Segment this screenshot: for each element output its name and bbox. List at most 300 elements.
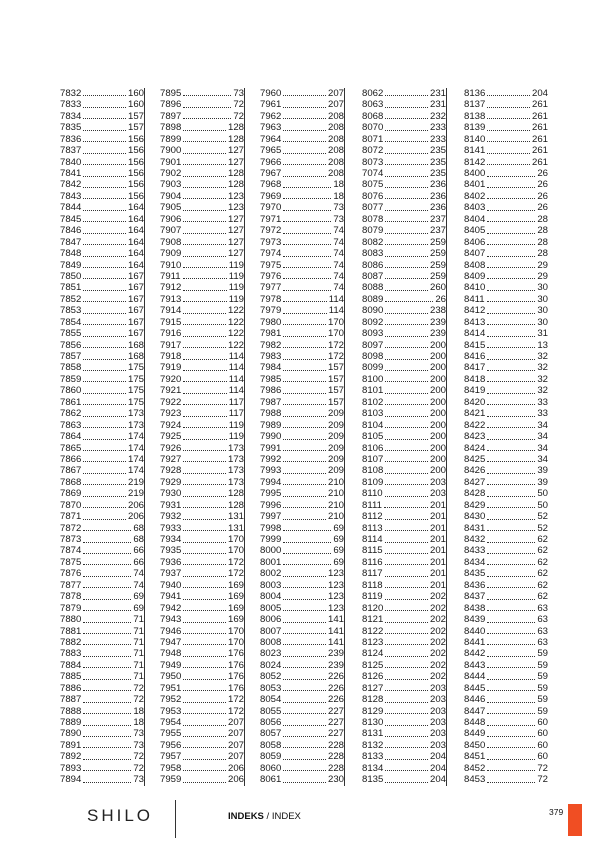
dot-leader xyxy=(283,496,326,497)
product-code: 7910 xyxy=(160,259,182,271)
index-entry xyxy=(60,694,144,705)
index-entry xyxy=(362,637,446,648)
dot-leader xyxy=(83,622,131,623)
dot-leader xyxy=(83,233,126,234)
page-reference: 62 xyxy=(537,545,548,557)
dot-leader xyxy=(283,484,326,485)
page-reference: 28 xyxy=(537,236,548,248)
index-entry xyxy=(60,385,144,396)
dot-leader xyxy=(83,736,131,737)
index-column xyxy=(464,88,548,786)
index-entry xyxy=(60,568,144,579)
index-entry xyxy=(160,363,244,374)
index-entry xyxy=(60,580,144,591)
index-entry xyxy=(160,763,244,774)
dot-leader xyxy=(487,313,535,314)
product-code: 8120 xyxy=(362,602,384,614)
product-code: 7922 xyxy=(160,396,182,408)
dot-leader xyxy=(83,484,126,485)
index-entry xyxy=(160,260,244,271)
dot-leader xyxy=(283,233,331,234)
product-code: 7918 xyxy=(160,351,182,363)
index-entry xyxy=(260,225,344,236)
product-code: 7911 xyxy=(160,270,181,282)
index-entry xyxy=(60,328,144,339)
index-entry xyxy=(260,145,344,156)
page-reference: 59 xyxy=(537,682,548,694)
product-code: 8055 xyxy=(260,705,282,717)
index-entry xyxy=(260,488,344,499)
page-reference: 28 xyxy=(537,213,548,225)
dot-leader xyxy=(487,473,535,474)
dot-leader xyxy=(183,107,231,108)
index-entry xyxy=(362,694,446,705)
product-code: 8453 xyxy=(464,774,486,786)
page-reference: 209 xyxy=(327,453,344,465)
index-entry xyxy=(362,145,446,156)
page-reference: 201 xyxy=(429,568,446,580)
index-entry xyxy=(160,683,244,694)
product-code: 7920 xyxy=(160,373,182,385)
dot-leader xyxy=(83,610,131,611)
brand-logo: SHILO xyxy=(87,806,154,825)
index-entry xyxy=(464,557,548,568)
dot-leader xyxy=(283,427,326,428)
dot-leader xyxy=(385,473,428,474)
page-reference: 123 xyxy=(327,591,344,603)
product-code: 7967 xyxy=(260,168,282,180)
page-reference: 261 xyxy=(531,145,548,157)
dot-leader xyxy=(487,244,535,245)
dot-leader xyxy=(183,176,226,177)
product-code: 7847 xyxy=(60,236,82,248)
page-reference: 167 xyxy=(127,328,144,340)
index-entry xyxy=(260,580,344,591)
product-code: 7947 xyxy=(160,636,182,648)
index-entry xyxy=(362,134,446,145)
page-reference: 73 xyxy=(133,774,144,786)
page-reference: 71 xyxy=(133,625,144,637)
page-reference: 202 xyxy=(429,659,446,671)
index-entry xyxy=(464,694,548,705)
page-reference: 202 xyxy=(429,648,446,660)
dot-leader xyxy=(183,587,226,588)
page-reference: 208 xyxy=(327,168,344,180)
page-reference: 73 xyxy=(133,728,144,740)
index-entry xyxy=(464,134,548,145)
page-reference: 28 xyxy=(537,225,548,237)
page-reference: 74 xyxy=(333,225,344,237)
dot-leader xyxy=(83,667,131,668)
page-reference: 156 xyxy=(127,145,144,157)
dot-leader xyxy=(183,450,226,451)
index-entry xyxy=(464,729,548,740)
product-code: 7919 xyxy=(160,362,182,374)
dot-leader xyxy=(385,690,428,691)
index-entry xyxy=(464,740,548,751)
page-reference: 119 xyxy=(228,282,244,294)
product-code: 8024 xyxy=(260,659,282,671)
product-code: 8420 xyxy=(464,396,486,408)
index-entry xyxy=(362,614,446,625)
page-reference: 74 xyxy=(333,248,344,260)
dot-leader xyxy=(283,153,326,154)
product-code: 7850 xyxy=(60,270,82,282)
page-reference: 176 xyxy=(227,659,244,671)
dot-leader xyxy=(385,107,428,108)
index-entry xyxy=(260,729,344,740)
index-entry xyxy=(362,603,446,614)
product-code: 7860 xyxy=(60,385,82,397)
dot-leader xyxy=(487,233,535,234)
page-reference: 34 xyxy=(537,453,548,465)
dot-leader xyxy=(183,747,226,748)
page-reference: 164 xyxy=(127,236,144,248)
product-code: 8128 xyxy=(362,694,384,706)
dot-leader xyxy=(183,484,226,485)
dot-leader xyxy=(487,679,535,680)
index-entry xyxy=(60,180,144,191)
product-code: 8441 xyxy=(464,636,486,648)
dot-leader xyxy=(183,725,226,726)
page-reference: 119 xyxy=(228,293,244,305)
dot-leader xyxy=(487,484,535,485)
page-reference: 169 xyxy=(227,614,244,626)
dot-leader xyxy=(487,164,530,165)
product-code: 7884 xyxy=(60,659,82,671)
page-reference: 259 xyxy=(429,270,446,282)
product-code: 8082 xyxy=(362,236,384,248)
product-code: 7851 xyxy=(60,282,82,294)
index-entry xyxy=(60,122,144,133)
product-code: 8126 xyxy=(362,671,384,683)
dot-leader xyxy=(183,95,231,96)
page-reference: 74 xyxy=(133,568,144,580)
product-code: 8447 xyxy=(464,705,486,717)
index-entry xyxy=(362,648,446,659)
page-reference: 63 xyxy=(537,636,548,648)
index-entry xyxy=(160,420,244,431)
dot-leader xyxy=(83,244,126,245)
dot-leader xyxy=(83,782,131,783)
product-code: 7873 xyxy=(60,534,82,546)
dot-leader xyxy=(487,461,535,462)
page-reference: 128 xyxy=(227,133,244,145)
dot-leader xyxy=(385,233,428,234)
product-code: 7913 xyxy=(160,293,182,305)
index-entry xyxy=(60,397,144,408)
page-reference: 259 xyxy=(429,259,446,271)
page-reference: 50 xyxy=(537,499,548,511)
index-entry xyxy=(60,511,144,522)
dot-leader xyxy=(283,644,326,645)
index-entry xyxy=(464,660,548,671)
page-reference: 204 xyxy=(429,751,446,763)
product-code: 7934 xyxy=(160,534,182,546)
product-code: 8133 xyxy=(362,751,384,763)
index-entry xyxy=(362,431,446,442)
product-code: 7880 xyxy=(60,614,82,626)
index-entry xyxy=(260,477,344,488)
product-code: 8430 xyxy=(464,511,486,523)
index-entry xyxy=(160,523,244,534)
product-code: 7979 xyxy=(260,305,282,317)
page-reference: 160 xyxy=(127,87,144,99)
dot-leader xyxy=(385,656,428,657)
product-code: 7965 xyxy=(260,145,282,157)
product-code: 8421 xyxy=(464,408,486,420)
page-reference: 200 xyxy=(429,419,446,431)
product-code: 8127 xyxy=(362,682,384,694)
dot-leader xyxy=(487,210,535,211)
page-reference: 33 xyxy=(537,396,548,408)
page-reference: 236 xyxy=(429,179,446,191)
dot-leader xyxy=(183,404,226,405)
page-reference: 160 xyxy=(127,99,144,111)
index-entry xyxy=(160,397,244,408)
dot-leader xyxy=(183,221,226,222)
index-entry xyxy=(160,443,244,454)
page-reference: 201 xyxy=(429,522,446,534)
product-code: 7987 xyxy=(260,396,282,408)
index-entry xyxy=(160,660,244,671)
page-reference: 261 xyxy=(531,110,548,122)
product-code: 8444 xyxy=(464,671,486,683)
dot-leader xyxy=(283,381,326,382)
product-code: 7976 xyxy=(260,270,282,282)
page-reference: 26 xyxy=(537,179,548,191)
index-entry xyxy=(60,317,144,328)
product-code: 8442 xyxy=(464,648,486,660)
product-code: 8118 xyxy=(362,579,383,591)
product-code: 7894 xyxy=(60,774,82,786)
dot-leader xyxy=(83,587,131,588)
index-entry xyxy=(260,317,344,328)
product-code: 7908 xyxy=(160,236,182,248)
product-code: 8401 xyxy=(464,179,486,191)
page-reference: 172 xyxy=(227,556,244,568)
dot-leader xyxy=(183,141,226,142)
index-entry xyxy=(362,99,446,110)
page-tab-marker xyxy=(568,804,582,836)
page-reference: 174 xyxy=(127,442,144,454)
dot-leader xyxy=(487,610,535,611)
page-reference: 119 xyxy=(228,259,244,271)
dot-leader xyxy=(487,622,535,623)
dot-leader xyxy=(83,599,131,600)
dot-leader xyxy=(283,576,326,577)
product-code: 7890 xyxy=(60,728,82,740)
dot-leader xyxy=(283,416,326,417)
product-code: 8086 xyxy=(362,259,384,271)
product-code: 7915 xyxy=(160,316,182,328)
dot-leader xyxy=(487,496,535,497)
dot-leader xyxy=(487,587,535,588)
dot-leader xyxy=(487,439,535,440)
index-entry xyxy=(160,717,244,728)
page-reference: 226 xyxy=(327,671,344,683)
index-entry xyxy=(464,511,548,522)
page-reference: 168 xyxy=(127,339,144,351)
product-code: 7955 xyxy=(160,728,182,740)
page-reference: 157 xyxy=(327,396,344,408)
product-code: 7928 xyxy=(160,465,182,477)
page-reference: 176 xyxy=(227,648,244,660)
index-entry xyxy=(260,420,344,431)
dot-leader xyxy=(385,416,428,417)
product-code: 7901 xyxy=(160,156,182,168)
page-reference: 207 xyxy=(227,717,244,729)
dot-leader xyxy=(83,450,126,451)
index-entry xyxy=(260,534,344,545)
page-reference: 203 xyxy=(429,694,446,706)
product-code: 7981 xyxy=(260,328,282,340)
dot-leader xyxy=(487,290,535,291)
index-entry xyxy=(260,648,344,659)
product-code: 7988 xyxy=(260,408,282,420)
page-reference: 237 xyxy=(429,213,446,225)
product-code: 8435 xyxy=(464,568,486,580)
page-reference: 122 xyxy=(227,305,244,317)
dot-leader xyxy=(183,313,226,314)
page-reference: 62 xyxy=(537,568,548,580)
page-reference: 39 xyxy=(537,476,548,488)
dot-leader xyxy=(283,599,326,600)
dot-leader xyxy=(83,256,126,257)
index-entry xyxy=(260,202,344,213)
dot-leader xyxy=(183,667,226,668)
product-code: 8136 xyxy=(464,87,486,99)
dot-leader xyxy=(83,530,131,531)
dot-leader xyxy=(183,519,226,520)
index-entry xyxy=(362,374,446,385)
dot-leader xyxy=(385,404,428,405)
dot-leader xyxy=(83,198,126,199)
page-reference: 172 xyxy=(327,351,344,363)
page-reference: 131 xyxy=(227,511,244,523)
page-reference: 209 xyxy=(327,419,344,431)
page-reference: 74 xyxy=(333,270,344,282)
product-code: 8137 xyxy=(464,99,486,111)
index-entry xyxy=(362,271,446,282)
page-reference: 168 xyxy=(127,351,144,363)
page-reference: 200 xyxy=(429,339,446,351)
page-reference: 208 xyxy=(327,133,344,145)
product-code: 8412 xyxy=(464,305,486,317)
dot-leader xyxy=(83,107,126,108)
page-reference: 167 xyxy=(127,305,144,317)
product-code: 7835 xyxy=(60,122,82,134)
dot-leader xyxy=(283,336,326,337)
product-code: 7978 xyxy=(260,293,282,305)
index-entry xyxy=(464,111,548,122)
product-code: 7865 xyxy=(60,442,82,454)
product-code: 7933 xyxy=(160,522,182,534)
page-reference: 114 xyxy=(328,305,344,317)
dot-leader xyxy=(487,599,535,600)
index-entry xyxy=(464,408,548,419)
index-entry xyxy=(464,751,548,762)
dot-leader xyxy=(83,210,126,211)
product-code: 7943 xyxy=(160,614,182,626)
dot-leader xyxy=(385,747,428,748)
product-code: 7931 xyxy=(160,499,182,511)
product-code: 7925 xyxy=(160,431,182,443)
index-entry xyxy=(362,751,446,762)
page-reference: 18 xyxy=(333,190,344,202)
index-entry xyxy=(60,225,144,236)
index-entry xyxy=(60,340,144,351)
index-entry xyxy=(260,408,344,419)
index-entry xyxy=(160,603,244,614)
dot-leader xyxy=(83,381,126,382)
dot-leader xyxy=(385,530,428,531)
dot-leader xyxy=(487,747,535,748)
product-code: 8077 xyxy=(362,202,384,214)
product-code: 7886 xyxy=(60,682,82,694)
dot-leader xyxy=(183,370,226,371)
index-entry xyxy=(260,363,344,374)
product-code: 7950 xyxy=(160,671,182,683)
product-code: 7887 xyxy=(60,694,82,706)
dot-leader xyxy=(183,564,226,565)
page-reference: 208 xyxy=(327,110,344,122)
index-entry xyxy=(362,260,446,271)
index-entry xyxy=(260,454,344,465)
dot-leader xyxy=(487,713,535,714)
product-code: 7893 xyxy=(60,762,82,774)
page-reference: 207 xyxy=(227,728,244,740)
product-code: 8438 xyxy=(464,602,486,614)
product-code: 8063 xyxy=(362,99,384,111)
index-entry xyxy=(160,694,244,705)
page-reference: 228 xyxy=(327,762,344,774)
index-entry xyxy=(260,294,344,305)
dot-leader xyxy=(183,233,226,234)
index-entry xyxy=(464,683,548,694)
page-reference: 30 xyxy=(537,305,548,317)
dot-leader xyxy=(385,118,428,119)
dot-leader xyxy=(283,370,326,371)
product-code: 7916 xyxy=(160,328,182,340)
index-entry xyxy=(464,294,548,305)
title-bold: INDEKS xyxy=(228,811,264,822)
dot-leader xyxy=(487,118,530,119)
index-entry xyxy=(260,591,344,602)
index-entry xyxy=(160,500,244,511)
product-code: 7953 xyxy=(160,705,182,717)
index-entry xyxy=(464,603,548,614)
index-entry xyxy=(362,580,446,591)
product-code: 8087 xyxy=(362,270,384,282)
dot-leader xyxy=(283,747,326,748)
index-entry xyxy=(260,397,344,408)
index-entry xyxy=(160,774,244,785)
page-reference: 238 xyxy=(429,305,446,317)
page-reference: 233 xyxy=(429,133,446,145)
index-entry xyxy=(160,614,244,625)
dot-leader xyxy=(283,176,326,177)
page-reference: 203 xyxy=(429,717,446,729)
dot-leader xyxy=(83,713,131,714)
dot-leader xyxy=(283,278,331,279)
product-code: 8132 xyxy=(362,739,384,751)
page-reference: 210 xyxy=(327,476,344,488)
product-code: 7841 xyxy=(60,168,82,180)
page-reference: 239 xyxy=(327,648,344,660)
product-code: 8058 xyxy=(260,739,282,751)
dot-leader xyxy=(83,393,126,394)
